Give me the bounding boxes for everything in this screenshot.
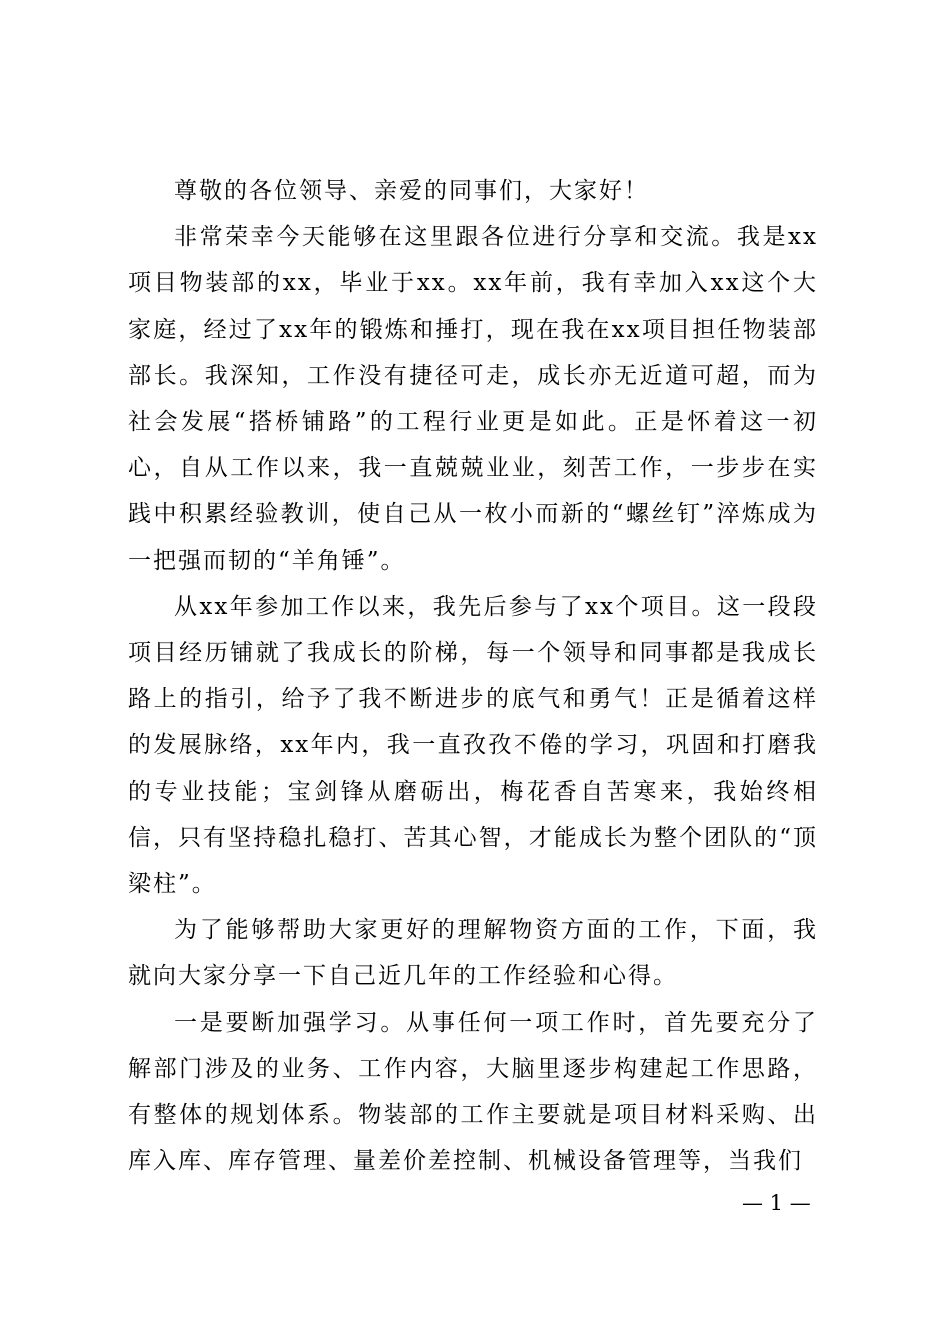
page-number: — 1 — bbox=[742, 1191, 811, 1215]
paragraph-point-one: 一是要断加强学习。从事任何一项工作时，首先要充分了解部门涉及的业务、工作内容，大脑里逐步构建起工作思路，有整体的规划体系。物装部的工作主要就是项目材料采购、出库入库、库存管理、量差价差控制、机械设备管理等，当我们 bbox=[128, 1009, 818, 1175]
paragraph-experience: 从xx年参加工作以来，我先后参与了xx个项目。这一段段项目经历铺就了我成长的阶梯，每一个领导和同事都是我成长路上的指引，给予了我不断进步的底气和勇气！正是循着这样的发展脉络，xx年内，我一直孜孜不倦的学习，巩固和打磨我的专业技能；宝剑锋从磨砺出，梅花香自苦寒来，我始终相信，只有坚持稳扎稳打、苦其心智，才能成长为整个团队的“顶梁柱”。 bbox=[128, 593, 818, 898]
paragraph-transition: 为了能够帮助大家更好的理解物资方面的工作，下面，我就向大家分享一下自己近几年的工作经验和心得。 bbox=[128, 917, 818, 990]
paragraph-greeting: 尊敬的各位领导、亲爱的同事们，大家好！ bbox=[174, 178, 649, 204]
document-body bbox=[128, 168, 818, 1184]
paragraph-introduction: 非常荣幸今天能够在这里跟各位进行分享和交流。我是xx项目物装部的xx，毕业于xx。xx年前，我有幸加入xx这个大家庭，经过了xx年的锻炼和捶打，现在我在xx项目担任物装部部长。我深知，工作没有捷径可走，成长亦无近道可超，而为社会发展“搭桥铺路”的工程行业更是如此。正是怀着这一初心，自从工作以来，我一直兢兢业业，刻苦工作，一步步在实践中积累经验教训，使自己从一枚小而新的“螺丝钉”淬炼成为一把强而韧的“羊角锤”。 bbox=[128, 224, 818, 574]
